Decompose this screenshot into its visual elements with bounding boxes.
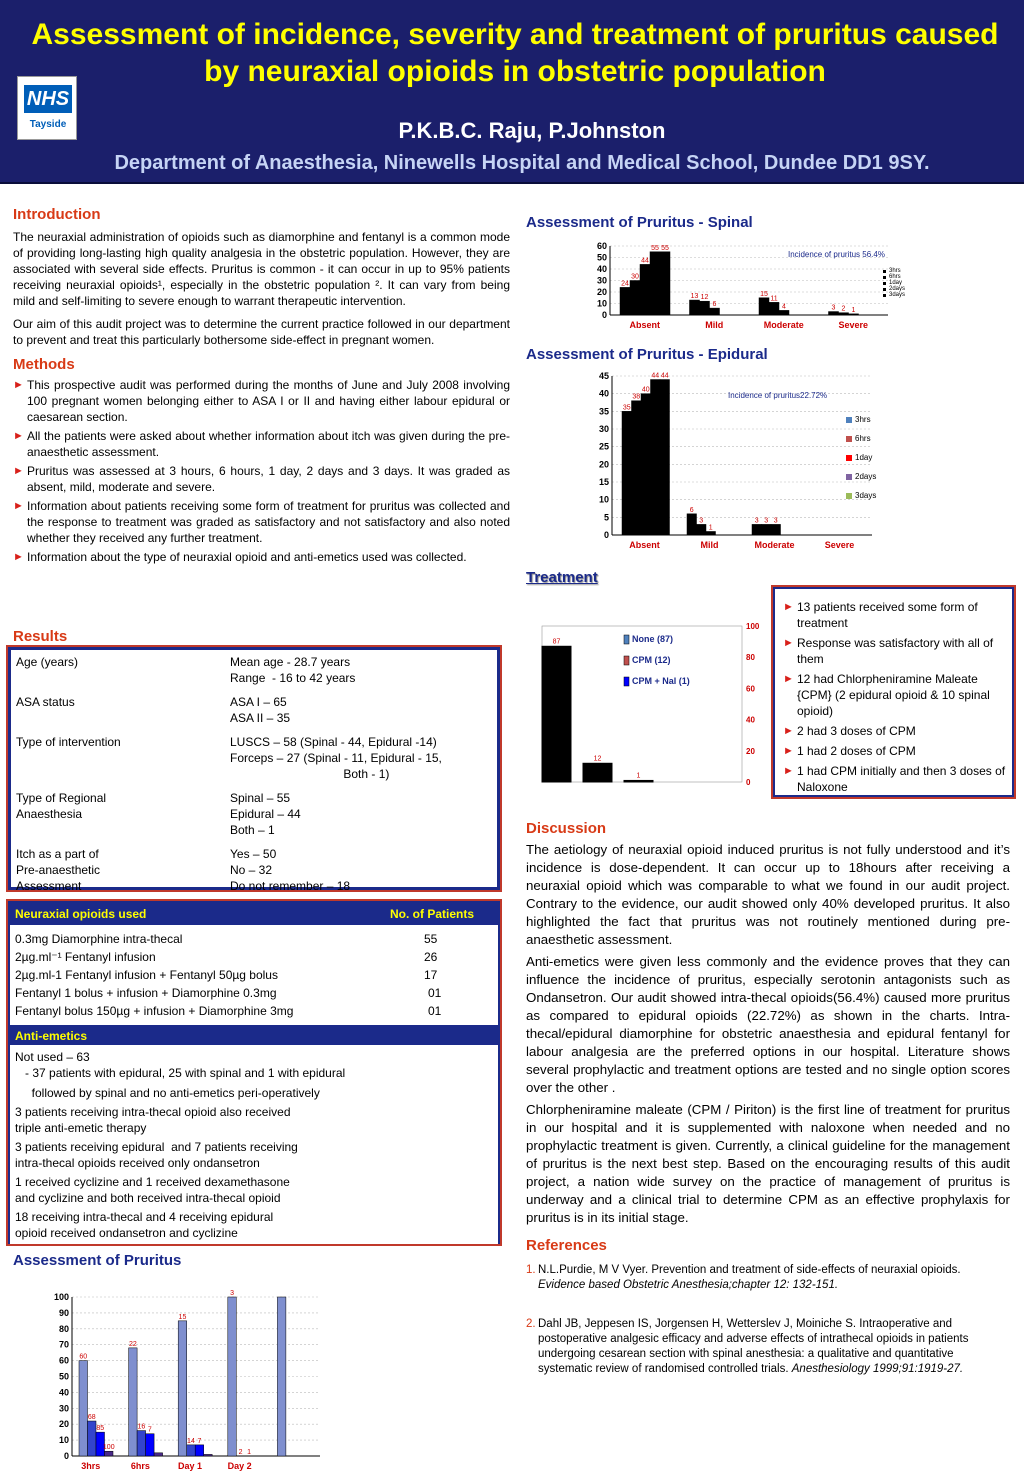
opioid-row-count: 01	[428, 1004, 442, 1018]
y-tick-label: 5	[603, 512, 609, 523]
bar	[752, 524, 762, 535]
data-label: 55	[661, 244, 669, 252]
category-label: Mild	[705, 320, 724, 330]
legend-label: 1day	[855, 453, 873, 462]
data-label: 3	[831, 304, 836, 312]
antiemetics-line: - 37 patients with epidural, 25 with spinal and 1 with epidural	[15, 1066, 346, 1080]
y-tick-label: 10	[58, 1435, 69, 1446]
data-label: 11	[770, 295, 778, 303]
y-tick-label: 40	[596, 264, 607, 274]
y-tick-label: 0	[601, 310, 607, 320]
bar	[88, 1421, 97, 1456]
poster-department: Department of Anaesthesia, Ninewells Hospital and Medical School, Dundee DD1 9SY.	[114, 152, 930, 174]
discussion-paragraph: The aetiology of neuraxial opioid induced pruritus is not fully understood and it’s incidence is dose-dependent. It can occur up to 18hours after receiving a neuraxial opioid which was comparable to what we found in our audit project. Contrary to the evidence, our audit showed only 40% developed pruritus. It also highlighted the fact that pruritus was not routinely mentioned during pre-anaesthetic assessment.	[526, 842, 1010, 947]
reference-source: Anesthesiology 1999;91:1919-27.	[791, 1363, 964, 1375]
data-label: 14	[187, 1437, 195, 1445]
y-tick-label: 10	[598, 494, 609, 505]
data-label: 16	[137, 1423, 146, 1431]
methods-heading: Methods	[13, 356, 75, 373]
bar	[79, 1361, 88, 1456]
methods-item: ► Information about patients receiving some form of treatment for pruritus was collected and the response to treatment was graded as satisfactory and not satisfactory and also noted whether they received any further treatment.	[13, 498, 510, 546]
y-tick-label: 0	[746, 778, 751, 787]
y-tick-label: 30	[598, 424, 609, 434]
discussion-section	[526, 820, 1010, 1377]
category-label: Severe	[838, 320, 869, 330]
results-table-body	[11, 650, 497, 893]
data-label: 12	[593, 755, 602, 763]
y-tick-label: 60	[596, 241, 607, 251]
reference-source: Evidence based Obstetric Anesthesia;chapter 12: 132-151.	[538, 1279, 839, 1291]
references-heading: References	[526, 1237, 607, 1254]
legend-label: CPM + Nal (1)	[632, 676, 690, 686]
bar	[632, 401, 642, 535]
treatment-box-body	[775, 589, 1012, 795]
opioid-row-name: Fentanyl bolus 150µg + infusion + Diamorphine 3mg	[15, 1004, 294, 1018]
results-value-regional: Spinal – 55 Epidural – 44 Both – 1	[230, 791, 301, 837]
y-tick-label: 60	[58, 1355, 69, 1366]
data-label: 3	[773, 517, 778, 525]
data-label: 1	[636, 772, 641, 780]
poster-title: Assessment of incidence, severity and treatment of pruritus caused by neuraxial opioids in obstetric population	[31, 18, 999, 88]
data-label: 30	[631, 273, 639, 281]
bar	[769, 302, 779, 315]
treatment-chart	[538, 620, 768, 790]
data-label: 1	[851, 306, 856, 314]
results-value-age: Mean age - 28.7 years Range - 16 to 42 years	[230, 655, 356, 685]
data-label: 4	[782, 303, 786, 311]
legend-swatch	[883, 294, 886, 297]
methods-item: ► This prospective audit was performed during the months of June and July 2008 involving 100 pregnant women belonging either to ASA I or II and having either labour epidural or caesarean section.	[13, 377, 510, 425]
assessment-heading: Assessment of Pruritus	[13, 1252, 182, 1269]
nhs-logo-sub: Tayside	[29, 119, 67, 130]
bar	[771, 524, 781, 535]
legend-swatch	[883, 276, 886, 279]
treatment-heading: Treatment	[526, 569, 598, 586]
bar	[620, 287, 630, 315]
bar	[105, 1451, 114, 1456]
legend-swatch	[846, 493, 852, 499]
introduction-paragraph-1: The neuraxial administration of opioids such as diamorphine and fentanyl is a common mode of providing long-lasting high quality analgesia in the obstetric population. However, they are associated with several side effects. Pruritus is common - it can occur in up to 95% patients receiving neuraxial opioids¹, especially in the obstetric population ². It can vary from being mild and self-limiting to severe enough to warrant therapeutic intervention.	[13, 230, 510, 308]
y-tick-label: 30	[596, 275, 607, 286]
opioid-row-count: 17	[424, 968, 438, 982]
bar	[660, 380, 670, 535]
data-label: 100	[102, 1444, 115, 1452]
antiemetics-line: followed by spinal and no anti-emetics peri-operatively	[15, 1086, 320, 1100]
bar	[706, 531, 716, 535]
data-label: 3	[754, 517, 759, 525]
legend-label: 1day	[889, 280, 903, 286]
data-label: 22	[128, 1340, 137, 1348]
bar	[178, 1321, 187, 1456]
reference-number: 2.	[526, 1318, 536, 1330]
data-label: 3	[699, 517, 704, 525]
data-label: 6	[712, 301, 717, 309]
treatment-box	[771, 585, 1016, 799]
y-tick-label: 30	[58, 1403, 69, 1414]
bar	[697, 524, 707, 535]
category-label: Severe	[824, 540, 855, 550]
category-label: 3hrs	[81, 1461, 101, 1471]
opioid-row-name: 2µg.ml-1 Fentanyl infusion + Fentanyl 50µg bolus	[15, 968, 278, 982]
treatment-item: ► 2 had 3 doses of CPM	[783, 723, 1006, 739]
antiemetics-heading: Anti-emetics	[15, 1029, 88, 1043]
legend-swatch	[883, 282, 886, 285]
data-label: 15	[178, 1313, 187, 1321]
reference-text: Dahl JB, Jeppesen IS, Jorgensen H, Wetterslev J, Moiniche S. Intraoperative and postoperative analgesic efficacy and adverse effects of intrathecal opioids in patients undergoing cesarean section with spinal anesthesia: a qualitative and quantitative systematic review of randomised controlled trials.	[538, 1318, 969, 1375]
discussion-paragraph: Anti-emetics were given less commonly and the evidence proves that they can influence the incidence of pruritus, especially serotonin antagonists such as Ondansetron. Our audit showed intra-thecal opioids(56.4%) caused more pruritus as compared to epidural opioids (22.72%) as shown in the charts. Intra-thecal/epidural diamorphine for obstetric anaesthesia and epidural fentanyl for labour analgesia are the preferred options in our hospital. Literature shows several prophylactic and treatment options are tested and no single option scores over the other .	[526, 954, 1010, 1095]
bar	[154, 1453, 163, 1456]
data-label: 44	[641, 257, 649, 265]
data-label: 68	[87, 1414, 96, 1422]
treatment-item: ► 1 had CPM initially and then 3 doses of Naloxone	[783, 763, 1006, 795]
data-label: 2	[238, 1449, 243, 1456]
chart-annotation: Incidence of pruritus22.72%	[728, 391, 828, 400]
results-table	[6, 645, 502, 892]
reference-item	[526, 1263, 1010, 1293]
legend-label: None (87)	[632, 634, 674, 644]
data-label: 1	[708, 524, 713, 532]
bar	[829, 312, 839, 315]
data-label: 44	[660, 372, 669, 380]
opioids-table	[6, 899, 502, 1246]
category-label: Day 1	[177, 1461, 203, 1471]
category-label: Moderate	[754, 540, 795, 550]
y-tick-label: 0	[63, 1451, 69, 1461]
epidural-pruritus-chart	[588, 368, 888, 558]
left-column	[13, 206, 510, 568]
bar	[651, 380, 661, 535]
epidural-heading: Assessment of Pruritus - Epidural	[526, 346, 768, 363]
reference-number: 1.	[526, 1264, 536, 1276]
reference-text: N.L.Purdie, M V Vyer. Prevention and treatment of side-effects of neuraxial opioids.	[538, 1264, 961, 1276]
y-tick-label: 90	[58, 1307, 69, 1318]
data-label: 55	[651, 244, 659, 252]
antiemetics-line: Not used – 63	[15, 1050, 90, 1064]
y-tick-label: 50	[58, 1371, 69, 1382]
bar	[583, 763, 612, 782]
y-tick-label: 10	[596, 298, 607, 309]
bar	[779, 310, 789, 315]
bar	[622, 411, 632, 535]
bar	[542, 646, 571, 782]
opioid-row-name: Fentanyl 1 bolus + infusion + Diamorphine 0.3mg	[15, 986, 277, 1000]
legend-label: 2days	[889, 286, 906, 292]
bar	[137, 1431, 146, 1456]
y-tick-label: 35	[598, 406, 609, 417]
legend-swatch	[883, 288, 886, 291]
data-label: 13	[690, 293, 699, 301]
y-tick-label: 45	[598, 371, 609, 381]
antiemetics-line: 3 patients receiving epidural and 7 patients receiving intra-thecal opioids received only ondansetron	[15, 1140, 298, 1170]
y-tick-label: 20	[596, 287, 607, 297]
antiemetics-line: 1 received cyclizine and 1 received dexamethasone and cyclizine and both received intra-thecal opioid	[15, 1175, 290, 1205]
y-tick-label: 40	[746, 715, 755, 725]
bar	[710, 308, 720, 315]
bar	[195, 1445, 204, 1456]
legend-swatch	[624, 656, 629, 665]
opioid-row-name: 0.3mg Diamorphine intra-thecal	[15, 932, 183, 946]
y-tick-label: 70	[58, 1339, 69, 1350]
antiemetics-header	[8, 1025, 500, 1045]
legend-swatch	[846, 417, 852, 423]
spinal-heading: Assessment of Pruritus - Spinal	[526, 214, 753, 231]
data-label: 44	[651, 372, 660, 380]
y-tick-label: 40	[58, 1387, 69, 1398]
data-label: 60	[79, 1353, 88, 1361]
plot-frame	[542, 626, 742, 782]
opioid-row-name: 2µg.ml⁻¹ Fentanyl infusion	[15, 950, 156, 964]
data-label: 3	[764, 517, 769, 525]
bar	[641, 394, 651, 535]
y-tick-label: 40	[598, 388, 609, 399]
legend-label: 3hrs	[855, 415, 871, 424]
category-label: Absent	[629, 540, 660, 550]
legend-label: 2days	[855, 472, 877, 481]
bar	[228, 1297, 237, 1456]
results-heading: Results	[13, 628, 68, 645]
methods-item: ► All the patients were asked about whether information about itch was given during the pre-anaesthetic assessment.	[13, 428, 510, 460]
overall-pruritus-chart	[30, 1284, 450, 1476]
results-label-age: Age (years)	[16, 655, 79, 669]
y-tick-label: 25	[598, 441, 609, 452]
discussion-paragraph: Chlorpheniramine maleate (CPM / Piriton) is the first line of treatment for pruritus in our hospital and it is supplemented with naloxone when needed and no prophylactic treatment is given. Currently, a clinical guideline for the management of pruritus is the next best step. Based on the encouraging results of this audit project, a nation wide survey on the practice of management of pruritus is underway and a clinical trial to determine CPM as an effective prophylaxis for pruritus is in its initial stage.	[526, 1102, 1010, 1225]
legend-label: 3days	[855, 491, 877, 500]
bar	[660, 252, 670, 315]
reference-item	[526, 1317, 1010, 1377]
results-label-regional: Type of Regional Anaesthesia	[16, 791, 107, 821]
legend-label: 3days	[889, 292, 906, 298]
poster-authors: P.K.B.C. Raju, P.Johnston	[398, 118, 666, 143]
treatment-list	[783, 599, 1006, 795]
y-tick-label: 15	[598, 477, 609, 487]
nhs-logo-mark: NHS	[24, 85, 72, 113]
opioid-row-count: 55	[424, 932, 438, 946]
methods-item: ► Pruritus was assessed at 3 hours, 6 hours, 1 day, 2 days and 3 days. It was graded as absent, mild, moderate and severe.	[13, 463, 510, 495]
poster-header	[0, 0, 1024, 184]
opioid-row-count: 01	[428, 986, 442, 1000]
results-value-asa: ASA I – 65 ASA II – 35	[230, 695, 291, 725]
treatment-item: ► Response was satisfactory with all of them	[783, 635, 1006, 667]
opioids-header	[8, 901, 500, 925]
bar	[187, 1445, 196, 1456]
category-label: 6hrs	[130, 1461, 150, 1471]
antiemetics-line: 3 patients receiving intra-thecal opioid also received triple anti-emetic therapy	[15, 1105, 291, 1135]
category-label: Mild	[700, 540, 719, 550]
y-tick-label: 80	[746, 653, 755, 663]
bar	[204, 1454, 213, 1456]
legend-swatch	[846, 455, 852, 461]
results-label-itch: Itch as a part of Pre-anaesthetic Assessment	[16, 847, 101, 893]
y-tick-label: 80	[58, 1323, 69, 1334]
data-label: 38	[632, 393, 641, 401]
data-label: 12	[700, 294, 709, 302]
data-label: 15	[760, 290, 768, 298]
bar	[640, 264, 650, 315]
y-tick-label: 50	[596, 252, 607, 263]
bar	[839, 313, 849, 315]
data-label: 7	[147, 1426, 152, 1434]
data-label: 2	[841, 305, 846, 313]
y-tick-label: 60	[746, 684, 755, 694]
y-tick-label: 0	[603, 530, 609, 540]
treatment-item: ► 13 patients received some form of treatment	[783, 599, 1006, 631]
introduction-heading: Introduction	[13, 206, 101, 223]
bar	[687, 514, 697, 535]
y-tick-label: 100	[746, 622, 760, 631]
results-value-intervention: LUSCS – 58 (Spinal - 44, Epidural -14) Forceps – 27 (Spinal - 11, Epidural - 15, Both - 1)	[230, 735, 442, 781]
results-label-intervention: Type of intervention	[16, 735, 121, 749]
bar	[624, 780, 653, 782]
opioids-count-heading: No. of Patients	[390, 907, 475, 921]
spinal-pruritus-chart	[588, 240, 928, 335]
results-label-asa: ASA status	[16, 695, 75, 709]
methods-list	[13, 377, 510, 565]
chart-annotation: Incidence of pruritus 56.4%	[788, 250, 885, 259]
y-tick-label: 20	[746, 746, 755, 756]
treatment-item: ► 1 had 2 doses of CPM	[783, 743, 1006, 759]
data-label: 6	[689, 506, 694, 514]
discussion-heading: Discussion	[526, 820, 607, 837]
legend-swatch	[883, 270, 886, 273]
data-label: 7	[197, 1437, 202, 1445]
bar	[146, 1434, 155, 1456]
legend-label: CPM (12)	[632, 655, 671, 665]
category-label: Day 2	[227, 1461, 252, 1471]
treatment-item: ► 12 had Chlorpheniramine Maleate {CPM} (2 epidural opioid & 10 spinal opioid)	[783, 671, 1006, 719]
bar	[129, 1348, 138, 1456]
data-label: 3	[230, 1290, 235, 1297]
data-label: 24	[621, 280, 629, 288]
introduction-paragraph-2: Our aim of this audit project was to determine the current practice followed in our department to prevent and treat this particularly bothersome side-effect in pregnant women.	[13, 317, 510, 347]
data-label: 87	[552, 638, 561, 646]
results-value-itch: Yes – 50 No – 32 Do not remember – 18	[230, 847, 351, 893]
bar	[759, 298, 769, 315]
y-tick-label: 20	[598, 459, 609, 470]
category-label: Moderate	[763, 320, 804, 330]
bar	[762, 524, 772, 535]
bar	[690, 300, 700, 315]
opioids-heading: Neuraxial opioids used	[15, 907, 147, 921]
bar	[630, 281, 640, 316]
y-tick-label: 100	[53, 1292, 69, 1302]
data-label: 85	[96, 1425, 105, 1433]
bar	[650, 252, 660, 315]
legend-swatch	[624, 677, 629, 686]
y-tick-label: 20	[58, 1419, 69, 1430]
bar	[700, 301, 710, 315]
methods-item: ► Information about the type of neuraxial opioid and anti-emetics used was collected.	[13, 549, 510, 565]
legend-swatch	[846, 436, 852, 442]
data-label: 40	[641, 386, 650, 394]
bar	[849, 314, 859, 315]
legend-swatch	[846, 474, 852, 480]
category-label: Absent	[629, 320, 661, 330]
data-label: 1	[247, 1449, 252, 1456]
legend-label: 3hrs	[889, 268, 901, 274]
legend-label: 6hrs	[889, 274, 901, 280]
antiemetics-line: 18 receiving intra-thecal and 4 receiving epidural opioid received ondansetron and cyclizine	[15, 1210, 274, 1240]
legend-swatch	[624, 635, 629, 644]
bar	[277, 1297, 286, 1456]
legend-label: 6hrs	[855, 434, 871, 443]
data-label: 35	[622, 404, 631, 412]
opioid-row-count: 26	[424, 950, 438, 964]
